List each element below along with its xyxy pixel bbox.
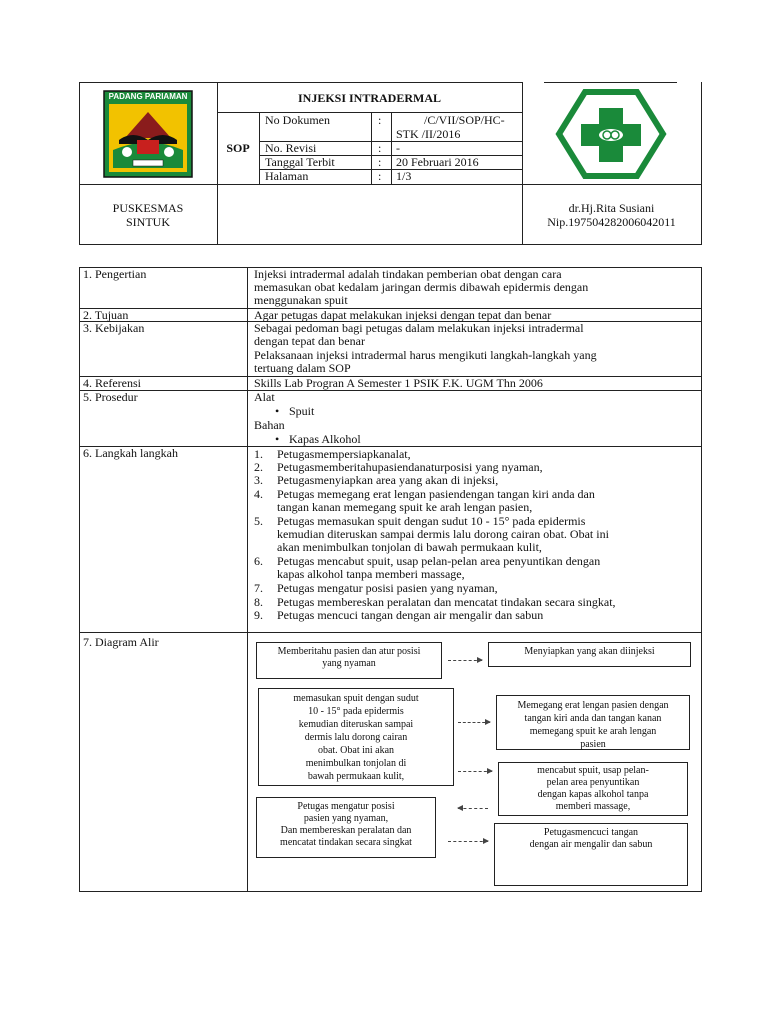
kebijakan-line: Sebagai pedoman bagi petugas dalam melakukan injeksi intradermal	[254, 321, 584, 335]
field-label-revisi: No. Revisi	[265, 141, 317, 155]
flow-box-cabut-spuit: mencabut spuit, usap pelan- pelan area penyuntikan dengan kapas alkohol tanpa memberi massage,	[498, 762, 688, 816]
flow-box-masukkan-spuit: memasukan spuit dengan sudut 10 - 15° pada epidermis kemudian diteruskan sampai dermis lalu dorong cairan obat. Obat ini akan menimbulkan tonjolan di bawah permukaan kulit,	[258, 688, 454, 786]
step-number: 4.	[254, 487, 263, 501]
field-sep: :	[378, 155, 382, 169]
flow-box-beritahu-pasien: Memberitahu pasien dan atur posisi yang nyaman	[256, 642, 442, 679]
section-label-langkah: 6. Langkah langkah	[83, 446, 178, 460]
step-number: 3.	[254, 473, 263, 487]
signer-nip: Nip.197504282006042011	[547, 215, 676, 229]
field-sep: :	[378, 169, 382, 183]
section-label-referensi: 4. Referensi	[83, 376, 141, 390]
signer-name: dr.Hj.Rita Susiani	[568, 201, 655, 215]
step-text: Petugas membereskan peralatan dan mencatat tindakan secara singkat,	[277, 595, 616, 609]
field-value-no-dokumen: /C/VII/SOP/HC-	[424, 113, 505, 127]
puskesmas-logo	[555, 88, 667, 180]
flow-box-cuci-tangan: Petugasmencuci tangan dengan air mengalir dan sabun	[494, 823, 688, 886]
step-text: kapas alkohol tanpa memberi massage,	[277, 567, 465, 581]
step-number: 8.	[254, 595, 263, 609]
org-name-line2: SINTUK	[126, 215, 170, 229]
step-text: Petugas memegang erat lengan pasiendengan tangan kiri anda dan	[277, 487, 595, 501]
prosedur-bahan-label: Bahan	[254, 418, 285, 432]
kebijakan-line: tertuang dalam SOP	[254, 361, 351, 375]
pengertian-line: memasukan obat kedalam jaringan dermis dibawah epidermis dengan	[254, 280, 589, 294]
step-text: Petugasmenyiapkan area yang akan di injeksi,	[277, 473, 499, 487]
step-text: Petugasmempersiapkanalat,	[277, 447, 411, 461]
step-number: 2.	[254, 460, 263, 474]
flow-arrow	[448, 841, 488, 842]
field-label-no-dokumen: No Dokumen	[265, 113, 330, 127]
step-number: 6.	[254, 554, 263, 568]
sop-label: SOP	[226, 141, 250, 155]
flow-arrow	[458, 722, 490, 723]
step-number: 9.	[254, 608, 263, 622]
tujuan-text: Agar petugas dapat melakukan injeksi dengan tepat dan benar	[254, 308, 552, 322]
field-label-halaman: Halaman	[265, 169, 309, 183]
step-text: Petugas mencuci tangan dengan air mengalir dan sabun	[277, 608, 544, 622]
step-text: kemudian diteruskan sampai dermis lalu dorong cairan obat. Obat ini	[277, 527, 609, 541]
step-number: 1.	[254, 447, 263, 461]
field-value-tanggal: 20 Februari 2016	[396, 155, 479, 169]
kebijakan-line: Pelaksanaan injeksi intradermal harus mengikuti langkah-langkah yang	[254, 348, 597, 362]
logo-region-name: PADANG PARIAMAN	[108, 92, 188, 101]
section-label-tujuan: 2. Tujuan	[83, 308, 129, 322]
section-label-pengertian: 1. Pengertian	[83, 267, 147, 281]
field-value-no-dokumen-cont: STK /II/2016	[396, 127, 461, 141]
flow-arrow	[448, 660, 482, 661]
field-value-halaman: 1/3	[396, 169, 412, 183]
org-name-line1: PUSKESMAS	[112, 201, 184, 215]
step-number: 5.	[254, 514, 263, 528]
padang-pariaman-logo	[103, 90, 193, 178]
prosedur-alat-item: • Spuit	[289, 405, 314, 418]
flow-box-pegang-lengan: Memegang erat lengan pasien dengan tangan kiri anda dan tangan kanan memegang spuit ke arah lengan pasien	[496, 695, 690, 750]
referensi-text: Skills Lab Progran A Semester 1 PSIK F.K. UGM Thn 2006	[254, 376, 543, 390]
section-label-prosedur: 5. Prosedur	[83, 390, 138, 404]
step-text: akan menimbulkan tonjolan di bawah permukaan kulit,	[277, 540, 542, 554]
field-value-revisi: -	[396, 141, 400, 155]
step-text: tangan kanan memegang spuit ke arah lengan pasien,	[277, 500, 533, 514]
flow-box-siapkan-injeksi: Menyiapkan yang akan diinjeksi	[488, 642, 691, 667]
kebijakan-line: dengan tepat dan benar	[254, 334, 365, 348]
field-sep: :	[378, 113, 382, 127]
field-sep: :	[378, 141, 382, 155]
document-title: INJEKSI INTRADERMAL	[297, 91, 442, 105]
flow-box-atur-posisi: Petugas mengatur posisi pasien yang nyaman, Dan membereskan peralatan dan mencatat tindakan secara singkat	[256, 797, 436, 858]
field-label-tanggal: Tanggal Terbit	[265, 155, 335, 169]
step-text: Petugas mengatur posisi pasien yang nyaman,	[277, 581, 498, 595]
step-text: Petugas memasukan spuit dengan sudut 10 - 15° pada epidermis	[277, 514, 586, 528]
prosedur-bahan-item: • Kapas Alkohol	[289, 433, 361, 446]
prosedur-alat-label: Alat	[254, 390, 275, 404]
step-number: 7.	[254, 581, 263, 595]
step-text: Petugas mencabut spuit, usap pelan-pelan area penyuntikan dengan	[277, 554, 601, 568]
step-text: Petugasmemberitahupasiendanaturposisi yang nyaman,	[277, 460, 543, 474]
section-label-diagram: 7. Diagram Alir	[83, 635, 159, 649]
section-label-kebijakan: 3. Kebijakan	[83, 321, 145, 335]
pengertian-line: menggunakan spuit	[254, 293, 348, 307]
flow-arrow	[458, 771, 492, 772]
pengertian-line: Injeksi intradermal adalah tindakan pemberian obat dengan cara	[254, 267, 562, 281]
flow-arrow	[458, 808, 488, 809]
